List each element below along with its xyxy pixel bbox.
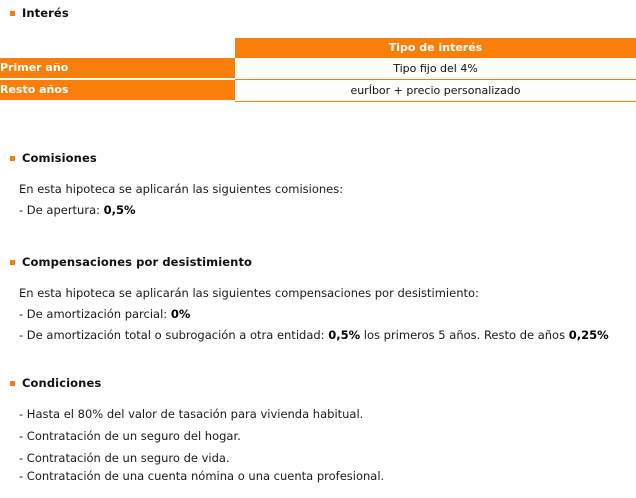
section-heading-interes xyxy=(0,6,69,20)
section-heading-condiciones xyxy=(0,376,101,390)
table-cell-value-primer-ano: Tipo fijo del 4% xyxy=(235,58,636,80)
section-heading-comisiones xyxy=(0,151,97,165)
table-row xyxy=(0,58,636,80)
section-heading-compensaciones xyxy=(0,255,252,269)
compensaciones-item-parcial-value: 0% xyxy=(170,307,191,321)
compensaciones-intro: En esta hipoteca se aplicarán las siguientes compensaciones por desistimiento: xyxy=(19,286,479,300)
table-cell-value-resto-anos: eurÍbor + precio personalizado xyxy=(235,80,636,102)
compensaciones-item-parcial-prefix: - De amortización parcial: xyxy=(19,307,171,321)
comisiones-intro: En esta hipoteca se aplicarán las siguientes comisiones: xyxy=(19,182,344,196)
compensaciones-item-total xyxy=(19,328,609,342)
table-header-spacer xyxy=(0,38,235,58)
compensaciones-item-total-prefix: - De amortización total o subrogación a otra entidad: xyxy=(19,328,329,342)
table-row xyxy=(0,80,636,102)
condiciones-item: - Contratación de un seguro del hogar. xyxy=(19,429,241,443)
section-heading-label: Condiciones xyxy=(22,376,102,390)
table-cell-label-primer-ano: Primer año xyxy=(0,58,235,80)
bullet-square-icon xyxy=(10,11,15,16)
compensaciones-item-total-value-1: 0,5% xyxy=(328,328,361,342)
section-heading-label: Compensaciones por desistimiento xyxy=(22,255,253,269)
interest-rate-table-wrapper xyxy=(0,38,636,102)
comisiones-item-apertura xyxy=(19,203,136,217)
section-heading-label: Interés xyxy=(22,6,69,20)
table-header-tipo-de-interes: Tipo de interés xyxy=(235,38,636,58)
comisiones-item-apertura-value: 0,5% xyxy=(103,203,136,217)
compensaciones-item-total-middle: los primeros 5 años. Resto de años xyxy=(360,328,569,342)
bullet-square-icon xyxy=(10,156,15,161)
condiciones-item: - Contratación de un seguro de vida. xyxy=(19,451,230,465)
compensaciones-item-total-value-2: 0,25% xyxy=(568,328,609,342)
condiciones-item: - Hasta el 80% del valor de tasación para vivienda habitual. xyxy=(19,407,364,421)
bullet-square-icon xyxy=(10,381,15,386)
compensaciones-item-parcial xyxy=(19,307,190,321)
table-header-row xyxy=(0,38,636,58)
comisiones-item-apertura-prefix: - De apertura: xyxy=(19,203,104,217)
section-heading-label: Comisiones xyxy=(22,151,97,165)
table-cell-label-resto-anos: Resto años xyxy=(0,80,235,102)
bullet-square-icon xyxy=(10,260,15,265)
condiciones-item: - Contratación de una cuenta nómina o una cuenta profesional. xyxy=(19,469,385,483)
interest-rate-table xyxy=(0,38,636,102)
